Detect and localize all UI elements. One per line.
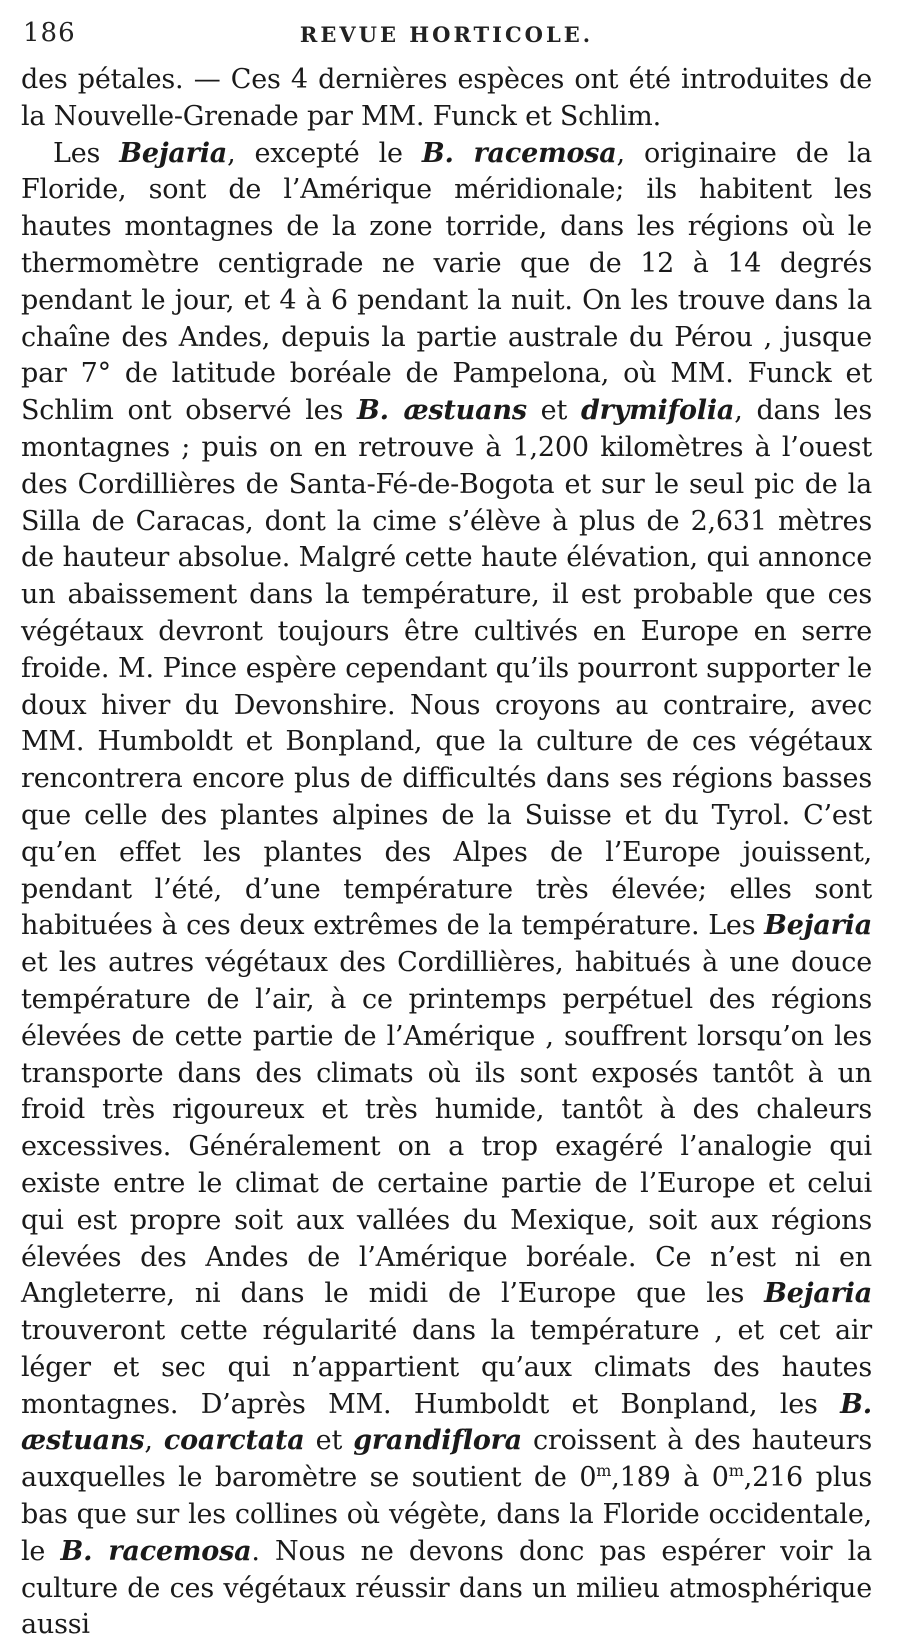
species-name: grandiflora <box>353 1425 522 1457</box>
unit-superscript: m <box>728 1461 744 1481</box>
species-name: B. æstuans <box>21 1388 872 1457</box>
species-name: B. racemosa <box>421 137 617 169</box>
text-run: , excepté le <box>227 137 422 169</box>
text-run: Les <box>53 137 120 169</box>
unit-superscript: m <box>596 1461 612 1481</box>
genus-name: Bejaria <box>119 137 228 169</box>
page-header <box>21 14 872 62</box>
text-run: ,189 à 0 <box>611 1462 729 1494</box>
genus-name: Bejaria <box>764 1278 872 1310</box>
text-run: trouveront cette régularité dans la température , et cet air léger et sec qui n’appartient qu’aux climats des hautes montagnes. D’après MM. Humboldt et Bonpland, les <box>21 1315 872 1420</box>
species-name: drymifolia <box>580 395 735 427</box>
paragraph-continuation <box>21 62 872 136</box>
text-run: , dans les montagnes ; puis on en retrouve à 1,200 kilomètres à l’ouest des Cordillières de Santa-Fé-de-Bogota et sur le seul pic de la Silla de Caracas, dont la cime s’élève à plus de 2,631 mètres de hauteur absolue. Malgré cette haute élévation, qui annonce un abaissement dans la température, il est probable que ces végétaux devront toujours être cultivés en Europe en serre froide. M. Pince espère cependant qu’ils pourront supporter le doux hiver du Devonshire. Nous croyons au contraire, avec MM. Humboldt et Bonpland, que la culture de ces végétaux rencontrera encore plus de difficultés dans ses régions basses que celle des plantes alpines de la Suisse et du Tyrol. C’est qu’en effet les plantes des Alpes de l’Europe jouissent, pendant l’été, d’une température très élevée; elles sont habituées à ces deux extrêmes de la température. Les <box>21 395 872 942</box>
page-number: 186 <box>23 18 76 48</box>
running-title: REVUE HORTICOLE. <box>299 22 594 47</box>
paragraph-bejaria <box>21 136 872 1644</box>
species-name: B. æstuans <box>356 395 527 427</box>
text-run: , <box>144 1425 164 1457</box>
text-run: et <box>526 395 581 427</box>
text-run: croissent à des hauteurs auxquelles le baromètre se soutient de 0 <box>21 1425 872 1494</box>
text-run: , originaire de la Floride, sont de l’Amérique méridionale; ils habitent les hautes montagnes de la zone torride, dans les régions où le thermomètre centigrade ne varie que de 12 à 14 degrés pendant le jour, et 4 à 6 pendant la nuit. On les trouve dans la chaîne des Andes, depuis la partie australe du Pérou , jusque par 7° de latitude boréale de Pampelona, où MM. Funck et Schlim ont observé les <box>21 137 872 427</box>
species-name: coarctata <box>163 1425 305 1457</box>
text-run: des pétales. — Ces 4 dernières espèces ont été introduites de la Nouvelle-Grenade par MM. Funck et Schlim. <box>21 64 872 132</box>
text-run: ,216 plus bas que sur les collines où végète, dans la Floride occidentale, le <box>21 1462 872 1567</box>
text-run: et <box>304 1425 354 1457</box>
text-run: . Nous ne devons donc pas espérer voir la culture de ces végétaux réussir dans un milieu atmosphérique aussi <box>21 1535 872 1641</box>
text-run: et les autres végétaux des Cordillières, habitués à une douce température de l’air, à ce printemps perpétuel des régions élevées de cette partie de l’Amérique , souffrent lorsqu’on les transporte dans des climats où ils sont exposés tantôt à un froid très rigoureux et très humide, tantôt à des chaleurs excessives. Généralement on a trop exagéré l’analogie qui existe entre le climat de certaine partie de l’Europe et celui qui est propre soit aux vallées du Mexique, soit aux régions élevées des Andes de l’Amérique boréale. Ce n’est ni en Angleterre, ni dans le midi de l’Europe que les <box>21 947 872 1310</box>
genus-name: Bejaria <box>764 910 872 942</box>
article-text <box>21 62 872 1644</box>
species-name: B. racemosa <box>60 1535 252 1567</box>
